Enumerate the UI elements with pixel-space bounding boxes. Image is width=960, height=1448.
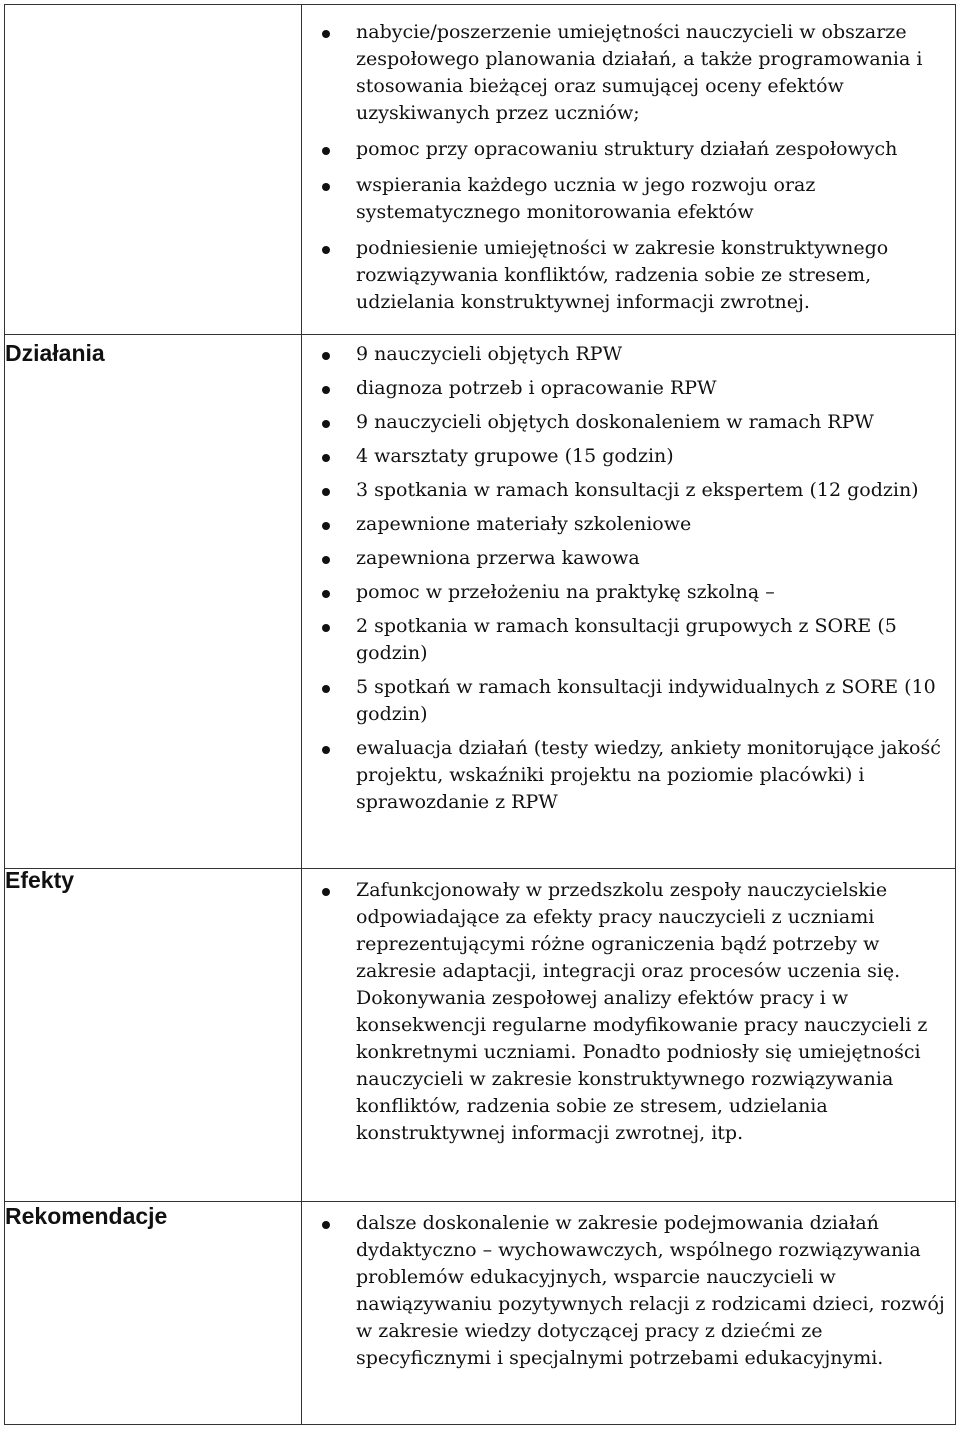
list-item: wspierania każdego ucznia w jego rozwoju oraz systematycznego monitorowania efektów [310, 172, 955, 226]
list-item: 5 spotkań w ramach konsultacji indywidualnych z SORE (10 godzin) [310, 674, 955, 728]
list-item: nabycie/poszerzenie umiejętności nauczycieli w obszarze zespołowego planowania działań, a także programowania i stosowania bieżącej oraz sumującej oceny efektów uzyskiwanych przez uczniów; [310, 19, 955, 127]
list-item: dalsze doskonalenie w zakresie podejmowania działań dydaktyczno – wychowawczych, wspólnego rozwiązywania problemów edukacyjnych, wsparcie nauczycieli w nawiązywaniu pozytywnych relacji z rodzicami dzieci, rozwój w zakresie wiedzy dotyczącej pracy z dziećmi ze specyficznymi i specjalnymi potrzebami edukacyjnymi. [310, 1210, 955, 1372]
table-row-efekty [5, 869, 956, 1202]
row-label-cell [5, 5, 302, 335]
list-item: 9 nauczycieli objętych doskonaleniem w ramach RPW [310, 409, 955, 436]
table-row-dzialania [5, 335, 956, 869]
bullet-list [302, 1202, 955, 1372]
list-item: 9 nauczycieli objętych RPW [310, 341, 955, 368]
list-item: 3 spotkania w ramach konsultacji z ekspertem (12 godzin) [310, 477, 955, 504]
document-table [4, 4, 956, 1425]
bullet-list [302, 869, 955, 1147]
table-row-goals [5, 5, 956, 335]
row-content-cell [302, 869, 956, 1202]
list-item: Zafunkcjonowały w przedszkolu zespoły nauczycielskie odpowiadające za efekty pracy nauczycieli z uczniami reprezentującymi różne ograniczenia bądź potrzeby w zakresie adaptacji, integracji oraz procesów uczenia się. Dokonywania zespołowej analizy efektów pracy i w konsekwencji regularne modyfikowanie pracy nauczycieli z konkretnymi uczniami. Ponadto podniosły się umiejętności nauczycieli w zakresie konstruktywnego rozwiązywania konfliktów, radzenia sobie ze stresem, udzielania konstruktywnej informacji zwrotnej, itp. [310, 877, 955, 1147]
row-content-cell [302, 5, 956, 335]
list-item: zapewnione materiały szkoleniowe [310, 511, 955, 538]
list-item: 4 warsztaty grupowe (15 godzin) [310, 443, 955, 470]
row-label-cell [5, 869, 302, 1202]
row-label-cell [5, 1202, 302, 1425]
row-label-rekomendacje: Rekomendacje [5, 1203, 168, 1229]
row-label-cell [5, 335, 302, 869]
list-item: 2 spotkania w ramach konsultacji grupowych z SORE (5 godzin) [310, 613, 955, 667]
list-item: podniesienie umiejętności w zakresie konstruktywnego rozwiązywania konfliktów, radzenia sobie ze stresem, udzielania konstruktywnej informacji zwrotnej. [310, 235, 955, 316]
list-item: zapewniona przerwa kawowa [310, 545, 955, 572]
list-item: pomoc przy opracowaniu struktury działań zespołowych [310, 136, 955, 163]
row-label-dzialania: Działania [5, 340, 105, 366]
list-item: pomoc w przełożeniu na praktykę szkolną – [310, 579, 955, 606]
list-item: ewaluacja działań (testy wiedzy, ankiety monitorujące jakość projektu, wskaźniki projektu na poziomie placówki) i sprawozdanie z RPW [310, 735, 955, 816]
bullet-list [302, 5, 955, 316]
row-label-efekty: Efekty [5, 867, 75, 893]
table-row-rekomendacje [5, 1202, 956, 1425]
row-content-cell [302, 335, 956, 869]
bullet-list [302, 335, 955, 816]
row-content-cell [302, 1202, 956, 1425]
list-item: diagnoza potrzeb i opracowanie RPW [310, 375, 955, 402]
